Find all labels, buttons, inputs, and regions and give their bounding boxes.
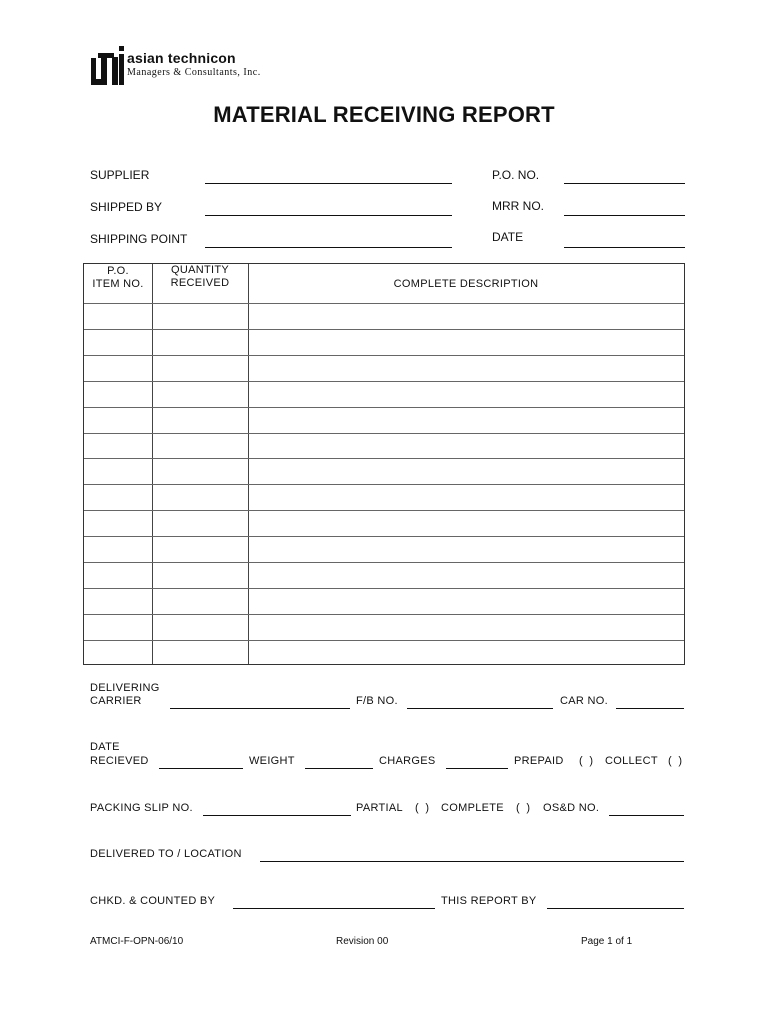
shipping-point-label: SHIPPING POINT bbox=[90, 232, 188, 246]
table-row bbox=[84, 433, 684, 434]
complete-label: COMPLETE bbox=[441, 802, 504, 814]
header-quantity-received bbox=[152, 264, 248, 290]
table-row bbox=[84, 458, 684, 459]
revision-text: Revision 00 bbox=[336, 936, 389, 947]
header-received-line: RECEIVED bbox=[170, 277, 230, 289]
date-received-field[interactable] bbox=[159, 768, 243, 769]
collect-checkbox[interactable]: ( ) bbox=[668, 755, 683, 767]
prepaid-checkbox[interactable]: ( ) bbox=[579, 755, 594, 767]
prepaid-label: PREPAID bbox=[514, 755, 564, 767]
items-table bbox=[83, 263, 685, 665]
collect-label: COLLECT bbox=[605, 755, 658, 767]
table-row bbox=[84, 562, 684, 563]
header-po-item-no bbox=[84, 265, 152, 291]
shipped-by-label: SHIPPED BY bbox=[90, 200, 163, 214]
checked-counted-by-field[interactable] bbox=[233, 908, 435, 909]
table-row bbox=[84, 329, 684, 330]
partial-label: PARTIAL bbox=[356, 802, 403, 814]
delivered-to-field[interactable] bbox=[260, 861, 684, 862]
header-quantity-line: QUANTITY bbox=[170, 264, 229, 276]
table-column-divider bbox=[152, 264, 153, 664]
table-row bbox=[84, 381, 684, 382]
shipping-point-field[interactable] bbox=[205, 247, 452, 248]
charges-field[interactable] bbox=[446, 768, 508, 769]
mrr-no-field[interactable] bbox=[564, 215, 685, 216]
header-complete-description: COMPLETE DESCRIPTION bbox=[393, 278, 539, 290]
report-by-field[interactable] bbox=[547, 908, 684, 909]
weight-label: WEIGHT bbox=[249, 755, 295, 767]
shipped-by-field[interactable] bbox=[205, 215, 452, 216]
packing-slip-label: PACKING SLIP NO. bbox=[90, 802, 193, 814]
charges-label: CHARGES bbox=[379, 755, 436, 767]
table-row bbox=[84, 614, 684, 615]
mrr-no-label: MRR NO. bbox=[492, 199, 544, 213]
delivering-carrier-label-2: CARRIER bbox=[90, 695, 142, 707]
osd-no-label: OS&D NO. bbox=[543, 802, 600, 814]
packing-slip-field[interactable] bbox=[203, 815, 351, 816]
car-no-field[interactable] bbox=[616, 708, 684, 709]
partial-checkbox[interactable]: ( ) bbox=[415, 802, 430, 814]
delivering-carrier-label-1: DELIVERING bbox=[90, 682, 160, 694]
date-label: DATE bbox=[492, 230, 524, 244]
form-code: ATMCI-F-OPN-06/10 bbox=[90, 936, 184, 947]
table-row bbox=[84, 303, 684, 304]
date-received-label-2: RECIEVED bbox=[90, 755, 149, 767]
weight-field[interactable] bbox=[305, 768, 373, 769]
table-row bbox=[84, 510, 684, 511]
complete-checkbox[interactable]: ( ) bbox=[516, 802, 531, 814]
table-row bbox=[84, 640, 684, 641]
table-row bbox=[84, 484, 684, 485]
page-number: Page 1 of 1 bbox=[581, 936, 633, 947]
company-subtitle: Managers & Consultants, Inc. bbox=[127, 67, 261, 78]
header-item-no-line: ITEM NO. bbox=[92, 278, 144, 290]
supplier-label: SUPPLIER bbox=[90, 168, 150, 182]
date-field[interactable] bbox=[564, 247, 685, 248]
delivered-to-label: DELIVERED TO / LOCATION bbox=[90, 848, 242, 860]
header-po-line: P.O. bbox=[107, 265, 129, 277]
delivering-carrier-field[interactable] bbox=[170, 708, 350, 709]
fb-no-label: F/B NO. bbox=[356, 695, 398, 707]
company-logo-icon bbox=[91, 46, 125, 86]
fb-no-field[interactable] bbox=[407, 708, 553, 709]
supplier-field[interactable] bbox=[205, 183, 452, 184]
checked-counted-by-label: CHKD. & COUNTED BY bbox=[90, 895, 216, 907]
po-no-field[interactable] bbox=[564, 183, 685, 184]
report-by-label: THIS REPORT BY bbox=[441, 895, 537, 907]
company-name: asian technicon bbox=[127, 50, 236, 66]
page-title: MATERIAL RECEIVING REPORT bbox=[213, 102, 555, 127]
po-no-label: P.O. NO. bbox=[492, 168, 540, 182]
table-row bbox=[84, 407, 684, 408]
osd-no-field[interactable] bbox=[609, 815, 684, 816]
table-column-divider bbox=[248, 264, 249, 664]
date-received-label-1: DATE bbox=[90, 741, 120, 753]
car-no-label: CAR NO. bbox=[560, 695, 608, 707]
table-row bbox=[84, 588, 684, 589]
table-row bbox=[84, 536, 684, 537]
table-row bbox=[84, 355, 684, 356]
